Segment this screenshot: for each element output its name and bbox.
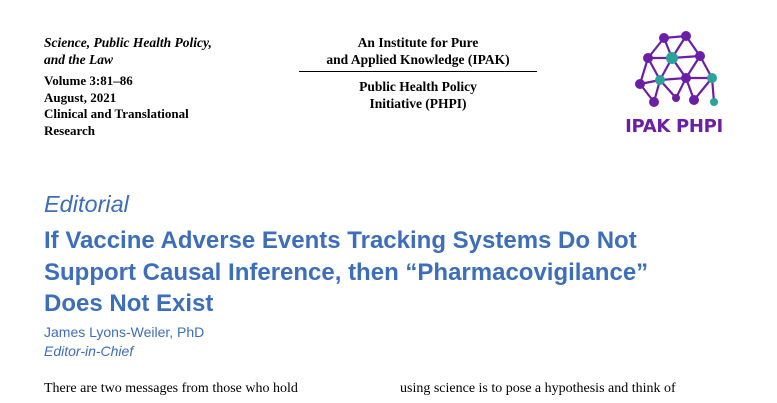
article-title-line2: Support Causal Inference, then “Pharmacovigilance” — [44, 258, 649, 286]
journal-section-line2: Research — [44, 122, 96, 138]
institute-name-line1: An Institute for Pure — [357, 35, 479, 50]
journal-section-line1: Clinical and Translational — [44, 106, 189, 121]
journal-info — [44, 34, 274, 139]
article-title-line1: If Vaccine Adverse Events Tracking Systems Do Not — [44, 227, 637, 254]
institute-name-line2: and Applied Knowledge (IPAK) — [326, 52, 510, 67]
article-type: Editorial — [44, 191, 129, 217]
journal-volume: Volume 3:81–86 — [44, 73, 133, 88]
journal-date: August, 2021 — [44, 89, 117, 105]
institute-info — [299, 34, 537, 112]
journal-name-line2: and the Law — [44, 52, 114, 67]
article-title-line3: Does Not Exist — [44, 290, 214, 317]
initiative-name — [299, 78, 537, 112]
institute-name — [299, 34, 537, 72]
logo-text: IPAK PHPI — [625, 116, 723, 137]
molecule-network-icon — [632, 28, 718, 110]
ipak-phpi-logo — [610, 28, 740, 140]
journal-name-line1: Science, Public Health Policy, — [44, 35, 212, 50]
journal-name — [44, 34, 274, 68]
journal-meta — [44, 73, 274, 139]
body-column-left: There are two messages from those who hold — [44, 381, 298, 396]
initiative-name-line2: Initiative (PHPI) — [369, 96, 467, 111]
body-column-right: using science is to pose a hypothesis and think of — [400, 381, 676, 396]
author-name: James Lyons-Weiler, PhD — [44, 324, 205, 340]
initiative-name-line1: Public Health Policy — [359, 79, 477, 94]
author-role: Editor-in-Chief — [44, 343, 134, 359]
article-title — [44, 225, 744, 320]
